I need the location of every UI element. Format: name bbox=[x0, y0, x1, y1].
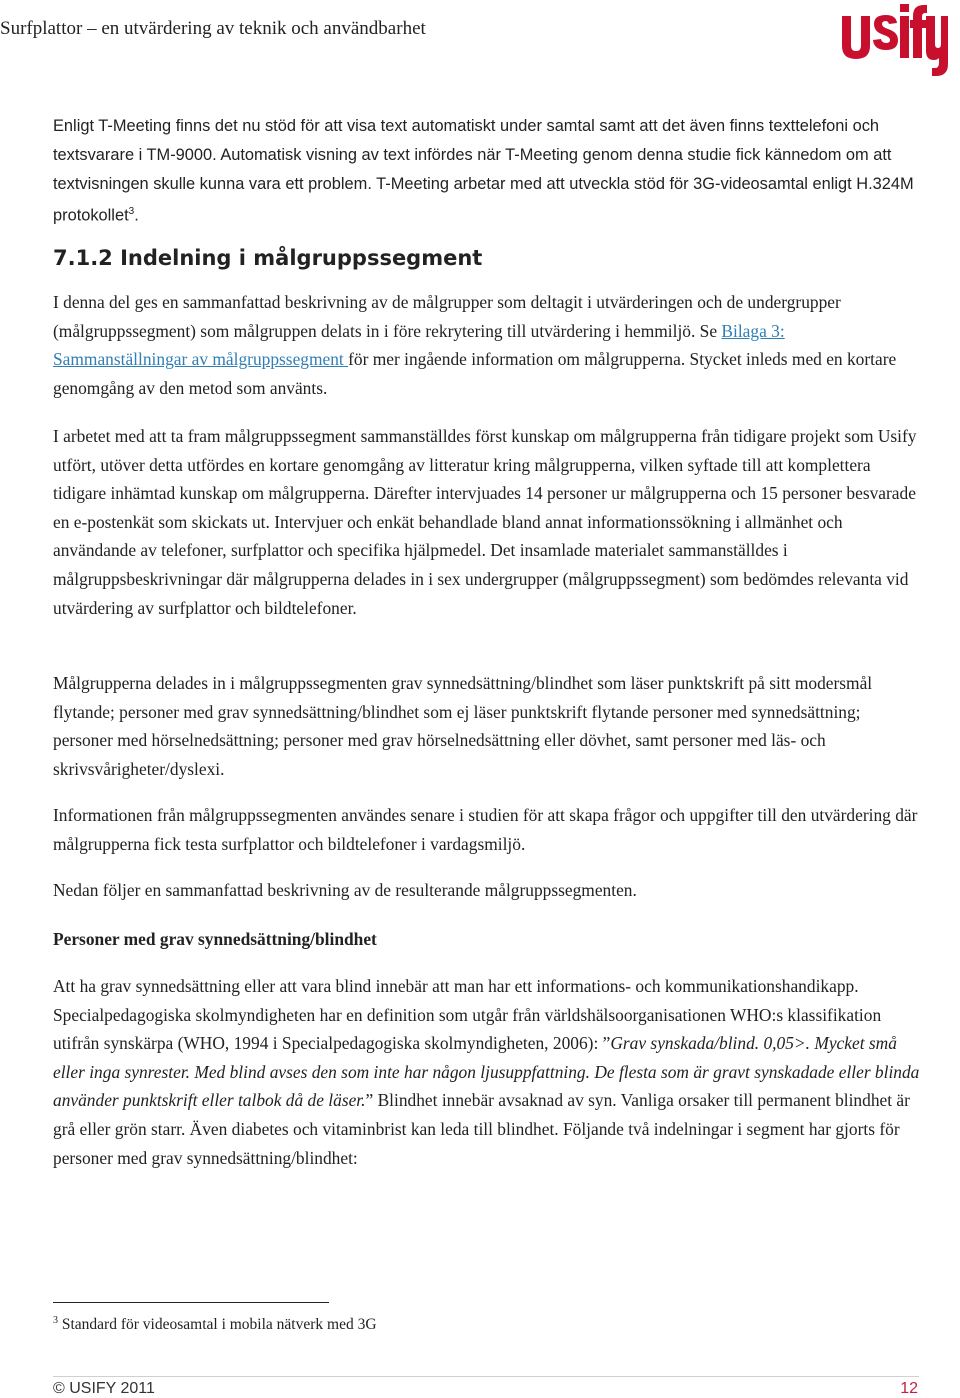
footnote-text: Standard för videosamtal i mobila nätverk med 3G bbox=[58, 1316, 377, 1334]
paragraph-text-a: Att ha grav synnedsättning eller att vara blind innebär att man har ett informations- och kommunikationshandikapp. Specialpedagogiska skolmyndigheten har en definition som utgår från världshälsoorganisationen WHO:s klassifikation utifrån synskärpa (WHO, 1994 i Specialpedagogiska skolmyndigheten, 2006): ” bbox=[53, 976, 882, 1054]
document-header-title: Surfplattor – en utvärdering av teknik och användbarhet bbox=[0, 18, 426, 39]
paragraph-text: Enligt T-Meeting finns det nu stöd för att visa text automatiskt under samtal samt att det även finns texttelefoni och textsvarare i TM-9000. Automatisk visning av text infördes när T-Meeting genom denna studie fick kännedom om att textvisningen skulle kunna vara ett problem. T-Meeting arbetar med att utveckla stöd för 3G-videosamtal enligt H.324M protokollet bbox=[53, 117, 914, 225]
footnote-ref[interactable]: 3 bbox=[128, 206, 135, 218]
footer-divider bbox=[53, 1376, 919, 1377]
quote-italic: Grav synskada/blind. 0,05>. Mycket små eller inga synrester. Med blind avses den som inte har någon ljusuppfattning. De flesta som är gravt synskadade eller blinda använder punktskrift eller talbok då de läser. bbox=[53, 1033, 920, 1111]
paragraph-usage: Informationen från målgruppssegmenten användes senare i studien för att skapa frågor och uppgifter till den utvärdering där målgrupperna fick testa surfplattor och bildtelefoner i vardagsmiljö. bbox=[53, 805, 918, 854]
paragraph-end: . bbox=[134, 206, 139, 225]
paragraph-segments: Målgrupperna delades in i målgruppssegmenten grav synnedsättning/blindhet som läser punktskrift på sitt modersmål flytande; personer med grav synnedsättning/blindhet som ej läser punktskrift flytande personer med synnedsättning; personer med hörselnedsättning; personer med grav hörselnedsättning eller dövhet, samt personer med läs- och skrivsvårigheter/dyslexi. bbox=[53, 673, 873, 779]
footnote-divider bbox=[53, 1302, 329, 1303]
bilaga-3-link[interactable]: Bilaga 3: Sammanställningar av målgruppssegment bbox=[53, 320, 785, 370]
paragraph-tmeeting bbox=[53, 112, 923, 231]
section-heading: 7.1.2 Indelning i målgruppssegment bbox=[53, 246, 483, 270]
usify-logo bbox=[838, 2, 948, 84]
page-number: 12 bbox=[900, 1380, 918, 1397]
paragraph-intro bbox=[53, 288, 923, 402]
footnote bbox=[53, 1315, 377, 1334]
footnote-number: 3 bbox=[53, 1315, 58, 1326]
paragraph-blindness bbox=[53, 972, 923, 1172]
paragraph-text-b: ” Blindhet innebär avsaknad av syn. Vanliga orsaker till permanent blindhet är grå eller grön starr. Även diabetes och vitaminbrist kan leda till blindhet. Följande två indelningar i segment har gjorts för personer med grav synnedsättning/blindhet: bbox=[53, 1090, 910, 1168]
paragraph-text-a: I denna del ges en sammanfattad beskrivning av de målgrupper som deltagit i utvärderingen och de undergrupper (målgruppssegment) som målgruppen delats in i före rekrytering till utvärdering i hemmiljö. Se bbox=[53, 292, 841, 341]
footer-copyright: © USIFY 2011 bbox=[53, 1380, 155, 1397]
subheading-blindness: Personer med grav synnedsättning/blindhet bbox=[53, 929, 377, 949]
paragraph-text-b: för mer ingående information om målgrupperna. Stycket inleds med en kortare genomgång av den metod som använts. bbox=[53, 349, 897, 398]
paragraph-summary-intro: Nedan följer en sammanfattad beskrivning av de resulterande målgruppssegmenten. bbox=[53, 880, 637, 900]
paragraph-method: I arbetet med att ta fram målgruppssegment sammanställdes först kunskap om målgrupperna från tidigare projekt som Usify utfört, utöver detta utfördes en kortare genomgång av litteratur kring målgrupperna, vilken syftade till att komplettera tidigare inhämtad kunskap om målgrupperna. Därefter intervjuades 14 personer ur målgrupperna och 15 personer besvarade en e-postenkät som skickats ut. Intervjuer och enkät behandlade bland annat informationssökning i allmänhet och användande av telefoner, surfplattor och specifika hjälpmedel. Det insamlade materialet sammanställdes i målgruppsbeskrivningar där målgrupperna delades in i sex undergrupper (målgruppssegment) som bedömdes relevanta vid utvärdering av surfplattor och bildtelefoner. bbox=[53, 426, 917, 618]
